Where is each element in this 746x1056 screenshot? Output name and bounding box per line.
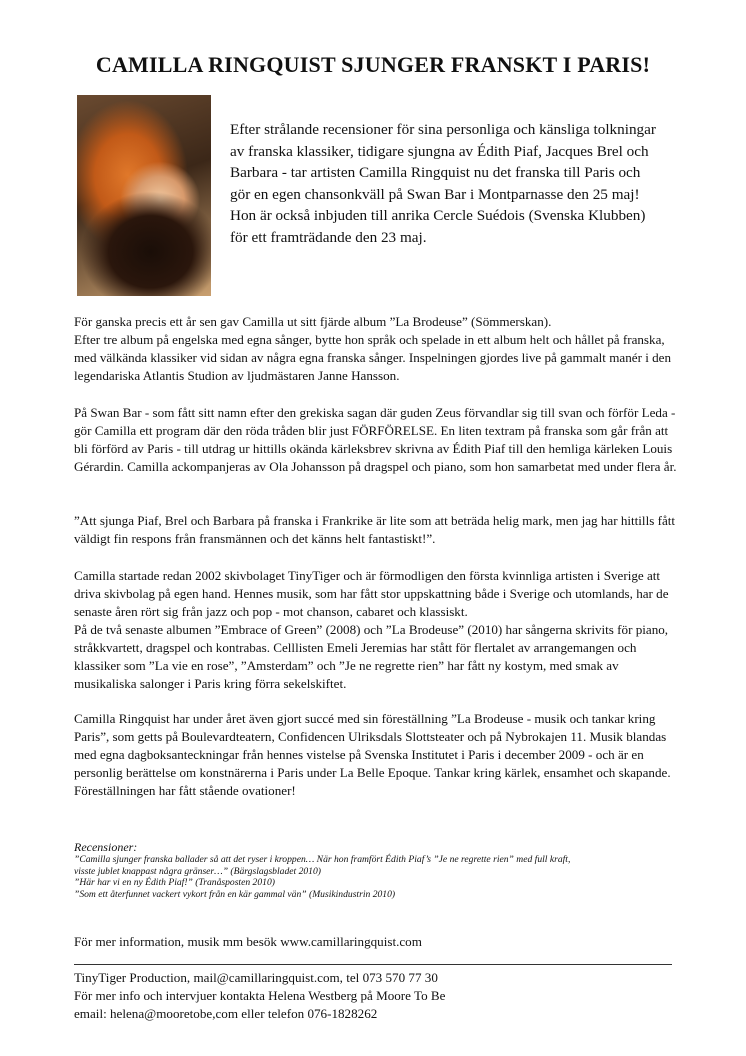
footer-line-production: TinyTiger Production, mail@camillaringquist.com, tel 073 570 77 30 xyxy=(74,970,438,985)
footer-line-contact: För mer info och intervjuer kontakta Helena Westberg på Moore To Be xyxy=(74,988,446,1003)
paragraph-swan-bar: På Swan Bar - som fått sitt namn efter den grekiska sagan där guden Zeus förvandlar sig till svan och förför Leda - gör Camilla ett program där den röda tråden blir just FÖRFÖRELSE. En liten textram på franska som går från att bli förförd av Paris - till utdrag ur hittills okända kärleksbrev skrivna av Édith Piaf till den hemliga kärleken Louis Gérardin. Camilla ackompanjeras av Ola Johansson på dragspel och piano, som hon samarbetat med under flera år. xyxy=(74,405,677,474)
paragraph-la-brodeuse-show: Camilla Ringquist har under året även gjort succé med sin föreställning ”La Brodeuse - musik och tankar kring Paris”, som getts på Boulevardteatern, Confidencen Ulriksdals Slottsteater och på Nybrokajen 11. Musik blandas med egna dagboksanteckningar från hennes vistelse på Svenska Institutet i Paris i december 2009 - och är en personlig berättelse om konstnärerna i Paris under La Belle Epoque. Tankar kring kärlek, ensamhet och skapande. Föreställningen har fått stående ovationer! xyxy=(74,711,671,798)
reviews-heading: Recensioner: xyxy=(74,840,138,854)
more-info-line: För mer information, musik mm besök www.camillaringquist.com xyxy=(74,934,422,949)
footer-divider xyxy=(74,964,672,965)
contact-footer xyxy=(74,969,445,1023)
review-line: visste jublet knappast några gränser…” (Bärgslagsbladet 2010) xyxy=(74,865,321,877)
paragraph-quote: ”Att sjunga Piaf, Brel och Barbara på franska i Frankrike är lite som att beträda helig mark, men jag har hittills fått väldigt fin respons från fransmännen och det känns helt fantastiskt!”. xyxy=(74,513,676,546)
review-line: ”Som ett återfunnet vackert vykort från en kär gammal vän” (Musikindustrin 2010) xyxy=(74,888,396,900)
review-line: ”Här har vi en ny Édith Piaf!” (Tranåsposten 2010) xyxy=(74,877,275,888)
footer-line-email: email: helena@mooretobe,com eller telefon 076-1828262 xyxy=(74,1006,378,1021)
page-title: CAMILLA RINGQUIST SJUNGER FRANSKT I PARIS! xyxy=(95,52,651,77)
intro-text: Efter strålande recensioner för sina personliga och känsliga tolkningar av franska klassiker, tidigare sjungna av Édith Piaf, Jacques Brel och Barbara - tar artisten Camilla Ringquist nu det franska till Paris och gör en egen chansonkväll på Swan Bar i Montparnasse den 25 maj! Hon är också inbjuden till anrika Cercle Suédois (Svenska Klubben) för ett framträdande den 23 maj. xyxy=(230,121,656,246)
paragraph-tinytiger: Camilla startade redan 2002 skivbolaget TinyTiger och är förmodligen den första kvinnliga artisten i Sverige att driva skivbolag på egen hand. Hennes musik, som har fått stor uppskattning både i Sverige och utomlands, har de senaste åren rört sig från jazz och pop - mot chanson, cabaret och klassiskt. På de två senaste albumen ”Embrace of Green” (2008) och ”La Brodeuse” (2010) har sångerna skrivits för piano, stråkkvartett, dragspel och kontrabas. Celllisten Emeli Jeremias har stått för flertalet av arrangemangen och klassiker som ”La vie en rose”, ”Amsterdam” och ”Je ne regrette rien” har fått ny kostym, med smak av musikaliska salonger i Paris kring förra sekelskiftet. xyxy=(74,568,669,691)
reviews-section xyxy=(74,840,684,900)
review-line: ”Camilla sjunger franska ballader så att det ryser i kroppen… När hon framfört Édith Piaf’s ”Je ne regrette rien” med full kraft, xyxy=(74,854,571,865)
paragraph-album: För ganska precis ett år sen gav Camilla ut sitt fjärde album ”La Brodeuse” (Sömmerskan). Efter tre album på engelska med egna sånger, bytte hon språk och spelade in ett album helt och hållet på franska, med välkända klassiker vid sidan av några egna franska sånger. Inspelningen gjordes live på gammalt manér i den legendariska Atlantis Studion av ljudmästaren Janne Hansson. xyxy=(74,314,672,383)
artist-photo xyxy=(77,95,211,296)
